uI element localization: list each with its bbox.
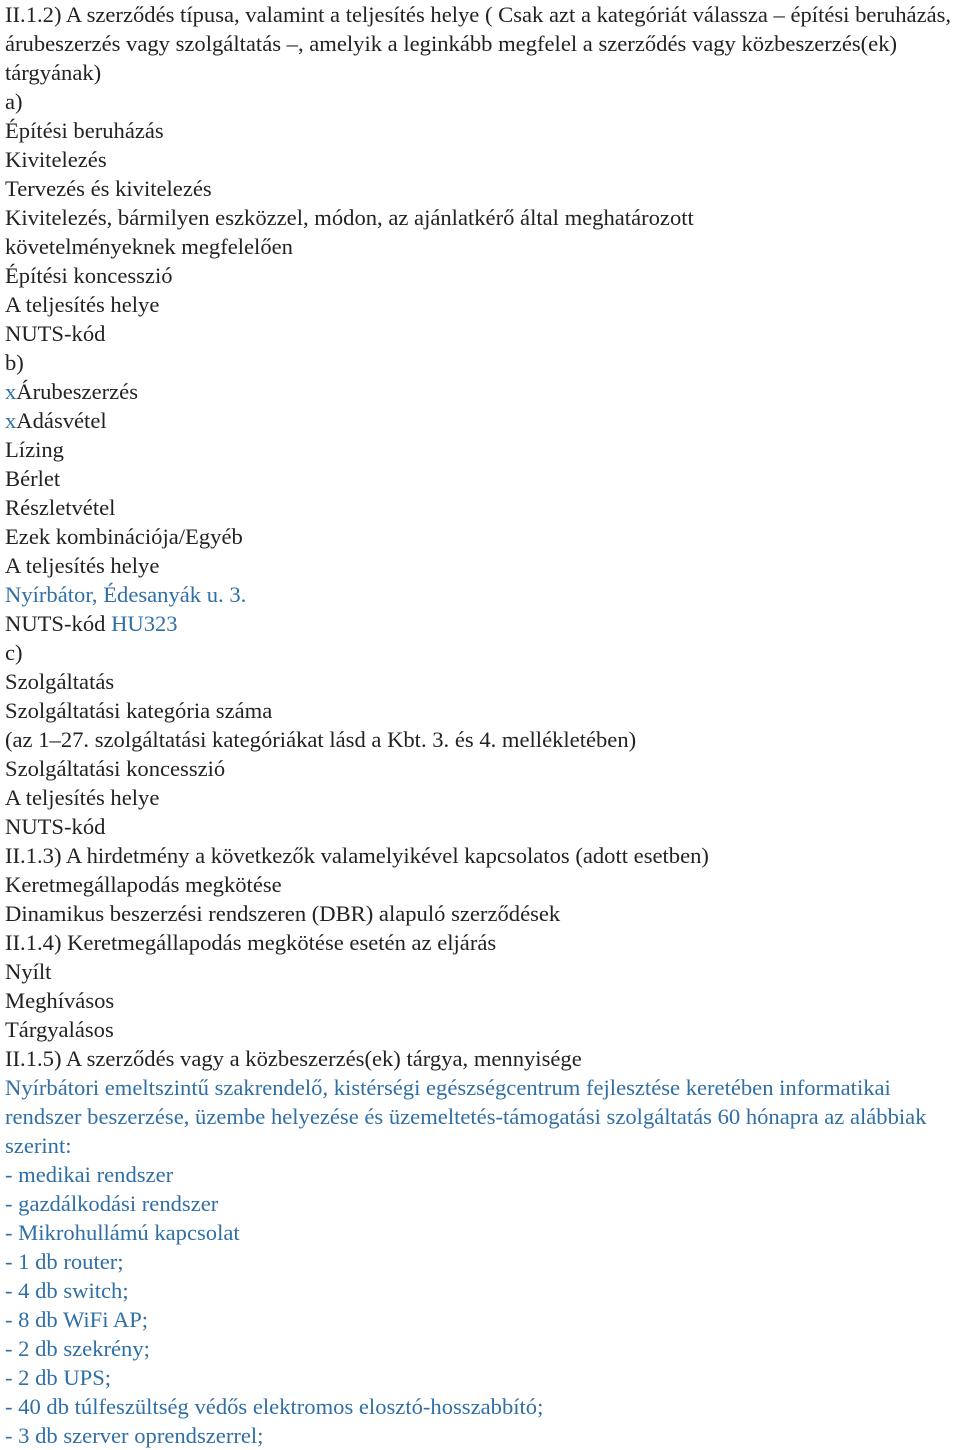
dynamic-purchasing-option: Dinamikus beszerzési rendszeren (DBR) alapuló szerződések	[5, 901, 561, 926]
service-concession-option: Szolgáltatási koncesszió	[5, 756, 226, 781]
section-2-1-5-heading: II.1.5) A szerződés vagy a közbeszerzés(ek) tárgya, mennyisége	[5, 1046, 582, 1071]
rental-option: Bérlet	[5, 466, 61, 491]
nuts-code-label-a: NUTS-kód	[5, 321, 106, 346]
supply-option	[5, 377, 956, 406]
execution-by-any-means-option: Kivitelezés, bármilyen eszközzel, módon, az ajánlatkérő által meghatározott	[5, 205, 694, 230]
nuts-code-label-c: NUTS-kód	[5, 814, 106, 839]
list-item: - 3 db szerver oprendszerrel;	[5, 1423, 264, 1448]
framework-agreement-option: Keretmegállapodás megkötése	[5, 872, 282, 897]
purchase-option-label: Adásvétel	[16, 408, 107, 433]
list-item: - 1 db router;	[5, 1249, 124, 1274]
supply-option-label: Árubeszerzés	[16, 379, 138, 404]
hire-purchase-option: Részletvétel	[5, 495, 116, 520]
list-item: - medikai rendszer	[5, 1162, 174, 1187]
negotiated-procedure-option: Tárgyalásos	[5, 1017, 114, 1042]
place-of-performance-label-b: A teljesítés helye	[5, 553, 160, 578]
construction-concession-option: Építési koncesszió	[5, 263, 173, 288]
checked-mark: x	[5, 408, 17, 433]
list-item: - 4 db switch;	[5, 1278, 129, 1303]
restricted-procedure-option: Meghívásos	[5, 988, 115, 1013]
open-procedure-option: Nyílt	[5, 959, 52, 984]
checked-mark: x	[5, 379, 17, 404]
option-c-label: c)	[5, 640, 23, 665]
purchase-option	[5, 406, 956, 435]
nuts-code-row-b	[5, 609, 956, 638]
list-item: - 8 db WiFi AP;	[5, 1307, 149, 1332]
combination-option: Ezek kombinációja/Egyéb	[5, 524, 243, 549]
design-execution-option: Tervezés és kivitelezés	[5, 176, 212, 201]
leasing-option: Lízing	[5, 437, 64, 462]
service-category-note: (az 1–27. szolgáltatási kategóriákat lásd a Kbt. 3. és 4. mellékletében)	[5, 727, 637, 752]
place-of-performance-label-c: A teljesítés helye	[5, 785, 160, 810]
subject-description: Nyírbátori emeltszintű szakrendelő, kistérségi egészségcentrum fejlesztése keretében informatikai rendszer beszerzése, üzembe helyezése és üzemeltetés-támogatási szolgáltatás 60 hónapra az alábbiak szerint:	[5, 1075, 927, 1158]
list-item: - gazdálkodási rendszer	[5, 1191, 219, 1216]
service-option: Szolgáltatás	[5, 669, 115, 694]
list-item: - Mikrohullámú kapcsolat	[5, 1220, 240, 1245]
list-item: - 2 db szekrény;	[5, 1336, 150, 1361]
list-item: - 2 db UPS;	[5, 1365, 112, 1390]
execution-by-any-means-option-cont: követelményeknek megfelelően	[5, 234, 293, 259]
section-2-1-3-heading: II.1.3) A hirdetmény a következők valamelyikével kapcsolatos (adott esetben)	[5, 843, 709, 868]
execution-option: Kivitelezés	[5, 147, 107, 172]
section-2-1-4-heading: II.1.4) Keretmegállapodás megkötése esetén az eljárás	[5, 930, 497, 955]
list-item: - 40 db túlfeszültség védős elektromos elosztó-hosszabbító;	[5, 1394, 544, 1419]
nuts-code-label-b: NUTS-kód	[5, 611, 106, 636]
place-of-performance-value: Nyírbátor, Édesanyák u. 3.	[5, 582, 247, 607]
nuts-code-value: HU323	[111, 611, 178, 636]
construction-option: Építési beruházás	[5, 118, 164, 143]
option-b-label: b)	[5, 350, 24, 375]
option-a-label: a)	[5, 89, 23, 114]
service-category-label: Szolgáltatási kategória száma	[5, 698, 273, 723]
place-of-performance-label-a: A teljesítés helye	[5, 292, 160, 317]
section-2-1-2-heading: II.1.2) A szerződés típusa, valamint a teljesítés helye ( Csak azt a kategóriát válassza – építési beruházás, árubeszerzés vagy szolgáltatás –, amelyik a leginkább megfelel a szerződés vagy közbeszerzés(ek) tárgyának)	[5, 2, 952, 85]
